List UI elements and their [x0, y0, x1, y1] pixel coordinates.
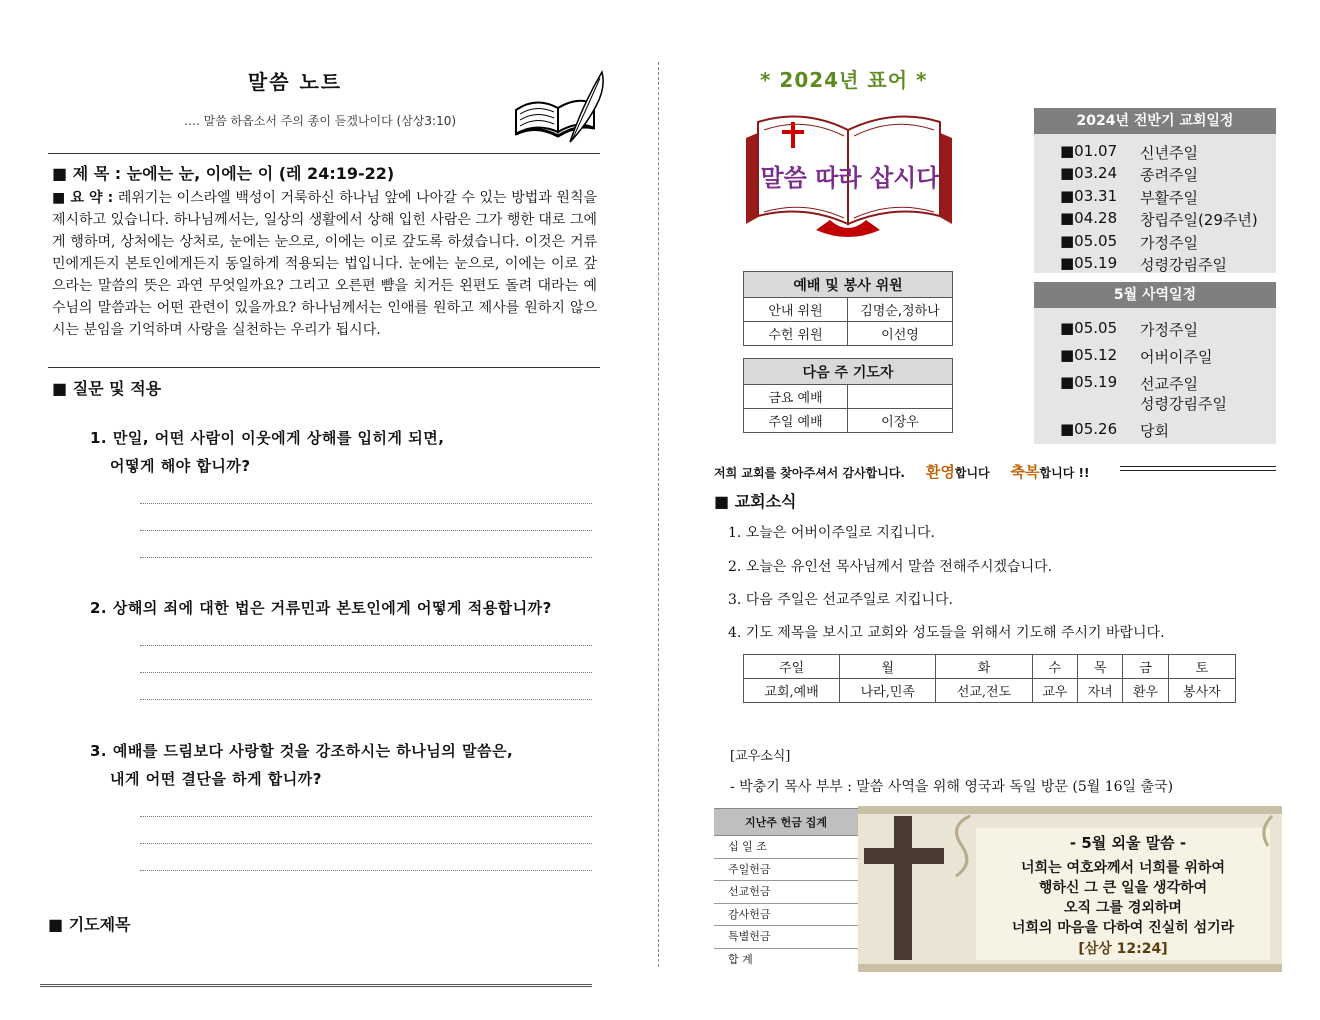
prayer-topic-table: [743, 654, 1236, 703]
topic-cell: 나라,민족: [840, 679, 936, 703]
answer-line: [140, 503, 592, 504]
page-subtitle: …. 말씀 하옵소서 주의 종이 듣겠나이다 (삼상3:10): [183, 114, 457, 128]
topic-cell: 봉사자: [1168, 679, 1235, 703]
topic-cell: 환우: [1123, 679, 1168, 703]
news-item: 1. 오늘은 어버이주일로 지킵니다.: [728, 525, 935, 541]
offering-summary: [714, 808, 858, 971]
answer-line: [140, 816, 592, 817]
prayer-name-cell: [848, 385, 953, 409]
answer-line: [140, 672, 592, 673]
day-cell: 목: [1077, 655, 1122, 679]
question-3: 3. 예배를 드림보다 사랑할 것을 강조하시는 하나님의 말씀은,: [90, 742, 514, 760]
offering-item: 합 계: [728, 952, 753, 966]
prayer-heading: ■ 기도제목: [48, 915, 131, 934]
question-3-cont: 내게 어떤 결단을 하게 합니까?: [110, 770, 322, 788]
day-cell: 토: [1168, 655, 1235, 679]
next-prayer-title: 다음 주 기도자: [744, 359, 953, 385]
names-cell: 김명순,정하나: [848, 298, 953, 322]
day-cell: 수: [1032, 655, 1077, 679]
next-prayer-table: [743, 358, 953, 433]
service-committee-title: 예배 및 봉사 위원: [744, 272, 953, 298]
question-1-cont: 어떻게 해야 합니까?: [110, 457, 251, 475]
offering-item: 주일헌금: [714, 859, 858, 882]
news-item: 4. 기도 제목을 보시고 교회와 성도들을 위해서 기도해 주시기 바랍니다.: [728, 625, 1165, 641]
half-schedule-title: 2024년 전반기 교회일정: [1034, 108, 1276, 134]
motto-bible-icon: [740, 108, 958, 238]
welcome-highlight: 환영: [925, 463, 955, 481]
page-title: 말씀 노트: [247, 70, 343, 94]
summary-label: ■ 요 약 :: [52, 190, 114, 206]
motto-image-text: 말씀 따라 삽시다: [760, 164, 940, 192]
service-cell: 주일 예배: [744, 409, 848, 433]
questions-heading: ■ 질문 및 적용: [52, 379, 162, 398]
answer-line: [140, 530, 592, 531]
member-news-heading: [교우소식]: [730, 749, 791, 764]
member-news-text: - 박충기 목사 부부 : 말씀 사역을 위해 영국과 독일 방문 (5월 16일 출국): [730, 779, 1174, 795]
day-cell: 월: [840, 655, 936, 679]
book-pen-icon: [510, 66, 610, 146]
memory-verse-reference: [삼상 12:24]: [1078, 941, 1168, 957]
day-cell: 금: [1123, 655, 1168, 679]
memory-verse-title: - 5월 외울 말씀 -: [1069, 834, 1187, 852]
topic-cell: 교우: [1032, 679, 1077, 703]
news-item: 3. 다음 주일은 선교주일로 지킵니다.: [728, 592, 953, 608]
welcome-line: 저희 교회를 찾아주셔서 감사합니다. 환영합니다 축복합니다 !!: [714, 463, 1090, 481]
offering-item: 선교헌금: [714, 881, 858, 904]
may-schedule-title: 5월 사역일정: [1034, 282, 1276, 308]
bottom-rule: [40, 984, 592, 987]
answer-line: [140, 557, 592, 558]
page-divider: [658, 62, 659, 967]
memory-verse-text: 너희는 여호와께서 너희를 위하여 행하신 그 큰 일을 생각하여 오직 그를 경외하며 너희의 마음을 다하여 진실히 섬기라: [1011, 860, 1235, 936]
question-1: 1. 만일, 어떤 사람이 이웃에게 상해를 입히게 되면,: [90, 429, 445, 447]
question-2: 2. 상해의 죄에 대한 법은 거류민과 본토인에게 어떻게 적용합니까?: [90, 599, 552, 617]
topic-cell: 자녀: [1077, 679, 1122, 703]
role-cell: 수헌 위원: [744, 322, 848, 346]
rule: [48, 367, 600, 368]
service-cell: 금요 예배: [744, 385, 848, 409]
offering-item: 감사헌금: [714, 904, 858, 927]
topic-cell: 교회,예배: [744, 679, 840, 703]
rule: [48, 153, 600, 154]
service-committee-table: [743, 271, 953, 346]
day-cell: 화: [936, 655, 1032, 679]
news-item: 2. 오늘은 유인선 목사님께서 말씀 전해주시겠습니다.: [728, 559, 1053, 575]
answer-line: [140, 870, 592, 871]
memory-verse-card: [858, 806, 1282, 972]
offering-item: 십 일 조: [714, 836, 858, 859]
yearly-motto: * 2024년 표어 *: [760, 68, 928, 92]
sermon-title: ■ 제 목 : 눈에는 눈, 이에는 이 (레 24:19-22): [52, 164, 395, 183]
double-rule: [1120, 466, 1276, 471]
day-cell: 주일: [744, 655, 840, 679]
offering-item: 특별헌금: [714, 926, 858, 949]
topic-cell: 선교,전도: [936, 679, 1032, 703]
church-news-heading: ■ 교회소식: [714, 492, 797, 511]
names-cell: 이선영: [848, 322, 953, 346]
blessing-highlight: 축복: [1010, 463, 1040, 481]
role-cell: 안내 위원: [744, 298, 848, 322]
answer-line: [140, 645, 592, 646]
answer-line: [140, 699, 592, 700]
prayer-name-cell: 이장우: [848, 409, 953, 433]
sermon-summary: [52, 187, 597, 341]
answer-line: [140, 843, 592, 844]
summary-text: 레위기는 이스라엘 백성이 거룩하신 하나님 앞에 나아갈 수 있는 방법과 원칙을 제시하고 있습니다. 하나님께서는, 일상의 생활에서 상해 입힌 사람은 그가 행한 대로 그에게 행하며, 상처에는 상처로, 눈에는 눈으로, 이에는 이로 갚도록 하셨습니다. 이것은 거류민에게든지 본토인에게든지 동일하게 적용되는 법입니다. 눈에는 눈으로, 이에는 이로 갚으라는 말씀의 뜻은 과연 무엇일까요? 그리고 오른편 뺨을 치거든 왼편도 돌려 대라는 예수님의 말씀과는 어떤 관련이 있을까요? 하나님께서는 인애를 원하고 제사를 원하지 않으시는 분임을 기억하며 사랑을 실천하는 우리가 됩시다.: [52, 190, 597, 338]
offering-title: 지난주 헌금 집계: [714, 808, 858, 836]
